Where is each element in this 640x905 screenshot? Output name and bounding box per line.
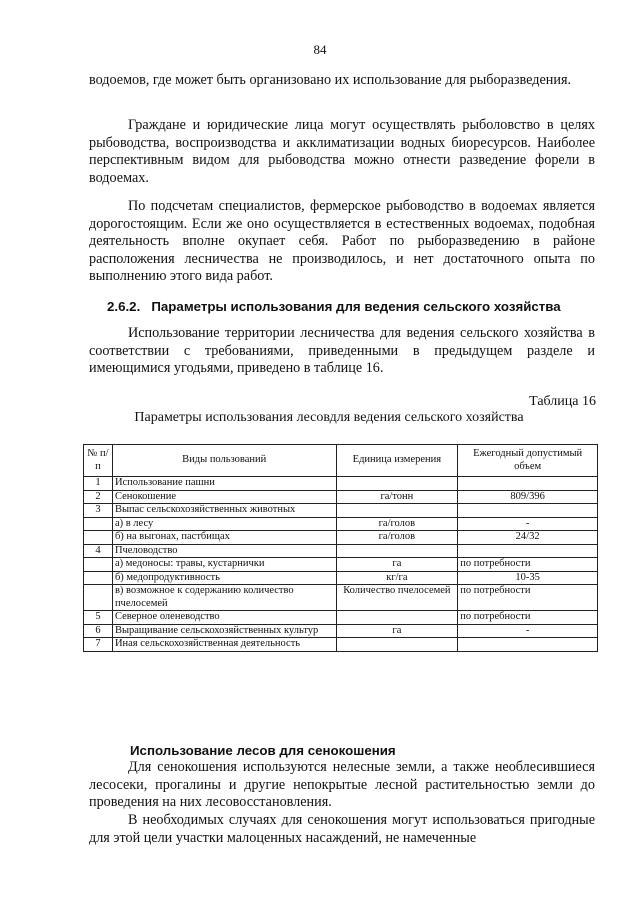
row-type: Выпас сельскохозяйственных животных bbox=[112, 504, 336, 518]
row-volume: 10-35 bbox=[458, 571, 598, 585]
table-caption: Параметры использования лесовдля ведения сельского хозяйства bbox=[134, 410, 524, 425]
table-row bbox=[84, 490, 598, 504]
parameters-table bbox=[83, 444, 598, 652]
row-type: б) медопродуктивность bbox=[112, 571, 336, 585]
paragraph-2-text: Граждане и юридические лица могут осуществлять рыболовство в целях рыбоводства, воспроизводства и акклиматизации водных биоресурсов. Наиболее перспективным видом для рыбоводства можно отнести разведение форели в водоемах. bbox=[89, 117, 595, 186]
row-unit: га/голов bbox=[336, 531, 458, 545]
paragraph-1-text: водоемов, где может быть организовано их использование для рыборазведения. bbox=[89, 72, 572, 88]
table-row bbox=[84, 504, 598, 518]
sub-heading: Использование лесов для сенокошения bbox=[130, 743, 396, 758]
row-number: 2 bbox=[84, 490, 113, 504]
table-row bbox=[84, 585, 598, 611]
table-label: Таблица 16 bbox=[529, 394, 596, 409]
row-number: 3 bbox=[84, 504, 113, 518]
paragraph-3 bbox=[89, 198, 595, 286]
table-row bbox=[84, 477, 598, 491]
table-row bbox=[84, 638, 598, 652]
table-row bbox=[84, 531, 598, 545]
row-unit: га/тонн bbox=[336, 490, 458, 504]
row-type: а) медоносы: травы, кустарнички bbox=[112, 558, 336, 572]
paragraph-5-text: Для сенокошения используются нелесные земли, а также необлесившиеся лесосеки, прогалины и другие непокрытые лесной растительностью земли до проведения на них лесовосстановления. bbox=[89, 759, 595, 810]
row-number: 4 bbox=[84, 544, 113, 558]
header-unit: Единица измерения bbox=[336, 445, 458, 477]
row-volume bbox=[458, 544, 598, 558]
table-header-row bbox=[84, 445, 598, 477]
row-number bbox=[84, 585, 113, 611]
table-row bbox=[84, 544, 598, 558]
row-type: Пчеловодство bbox=[112, 544, 336, 558]
row-unit bbox=[336, 477, 458, 491]
paragraph-2 bbox=[89, 117, 595, 187]
paragraph-5 bbox=[89, 759, 595, 812]
row-volume: - bbox=[458, 624, 598, 638]
header-type: Виды пользований bbox=[112, 445, 336, 477]
row-number: 1 bbox=[84, 477, 113, 491]
header-volume: Ежегодный допустимый объем bbox=[458, 445, 598, 477]
row-volume: по потребности bbox=[458, 585, 598, 611]
row-unit bbox=[336, 544, 458, 558]
table-row bbox=[84, 611, 598, 625]
row-number: 7 bbox=[84, 638, 113, 652]
row-number bbox=[84, 517, 113, 531]
row-volume: - bbox=[458, 517, 598, 531]
page-number: 84 bbox=[313, 42, 327, 57]
row-unit: га bbox=[336, 558, 458, 572]
row-number bbox=[84, 531, 113, 545]
row-type: а) в лесу bbox=[112, 517, 336, 531]
row-number: 5 bbox=[84, 611, 113, 625]
row-volume bbox=[458, 638, 598, 652]
row-unit bbox=[336, 504, 458, 518]
row-volume: по потребности bbox=[458, 611, 598, 625]
row-volume: 809/396 bbox=[458, 490, 598, 504]
table-row bbox=[84, 558, 598, 572]
row-type: Выращивание сельскохозяйственных культур bbox=[112, 624, 336, 638]
row-type: Использование пашни bbox=[112, 477, 336, 491]
header-num: № п/п bbox=[84, 445, 113, 477]
paragraph-3-text: По подсчетам специалистов, фермерское рыбоводство в водоемах является дорогостоящим. Если же оно осуществляется в естественных водоемах, подобная деятельность вполне окупает себя. Работ по рыборазведению в районе расположения лесничества не производилось, и нет достаточного опыта по выполнению этого вида работ. bbox=[89, 198, 595, 284]
paragraph-6-text: В необходимых случаях для сенокошения могут использоваться пригодные для этой цели участки малоценных насаждений, не намеченные bbox=[89, 812, 595, 846]
row-volume: по потребности bbox=[458, 558, 598, 572]
row-type: Сенокошение bbox=[112, 490, 336, 504]
row-unit bbox=[336, 611, 458, 625]
row-unit: кг/га bbox=[336, 571, 458, 585]
row-number: 6 bbox=[84, 624, 113, 638]
row-volume: 24/32 bbox=[458, 531, 598, 545]
row-type: б) на выгонах, пастбищах bbox=[112, 531, 336, 545]
row-volume bbox=[458, 504, 598, 518]
table-row bbox=[84, 571, 598, 585]
table-row bbox=[84, 624, 598, 638]
row-number bbox=[84, 571, 113, 585]
table-row bbox=[84, 517, 598, 531]
row-type: Иная сельскохозяйственная деятельность bbox=[112, 638, 336, 652]
paragraph-4-text: Использование территории лесничества для ведения сельского хозяйства в соответствии с требованиями, приведенными в предыдущем разделе и имеющимися угодьями, приведено в таблице 16. bbox=[89, 325, 595, 376]
row-type: Северное оленеводство bbox=[112, 611, 336, 625]
row-unit bbox=[336, 638, 458, 652]
section-heading: 2.6.2. Параметры использования для ведения сельского хозяйства bbox=[107, 299, 561, 314]
row-volume bbox=[458, 477, 598, 491]
paragraph-6 bbox=[89, 812, 595, 847]
row-unit: Количество пчелосемей bbox=[336, 585, 458, 611]
row-unit: га bbox=[336, 624, 458, 638]
row-number bbox=[84, 558, 113, 572]
paragraph-1 bbox=[89, 72, 595, 90]
row-type: в) возможное к содержанию количество пчелосемей bbox=[112, 585, 336, 611]
row-unit: га/голов bbox=[336, 517, 458, 531]
paragraph-4 bbox=[89, 325, 595, 378]
